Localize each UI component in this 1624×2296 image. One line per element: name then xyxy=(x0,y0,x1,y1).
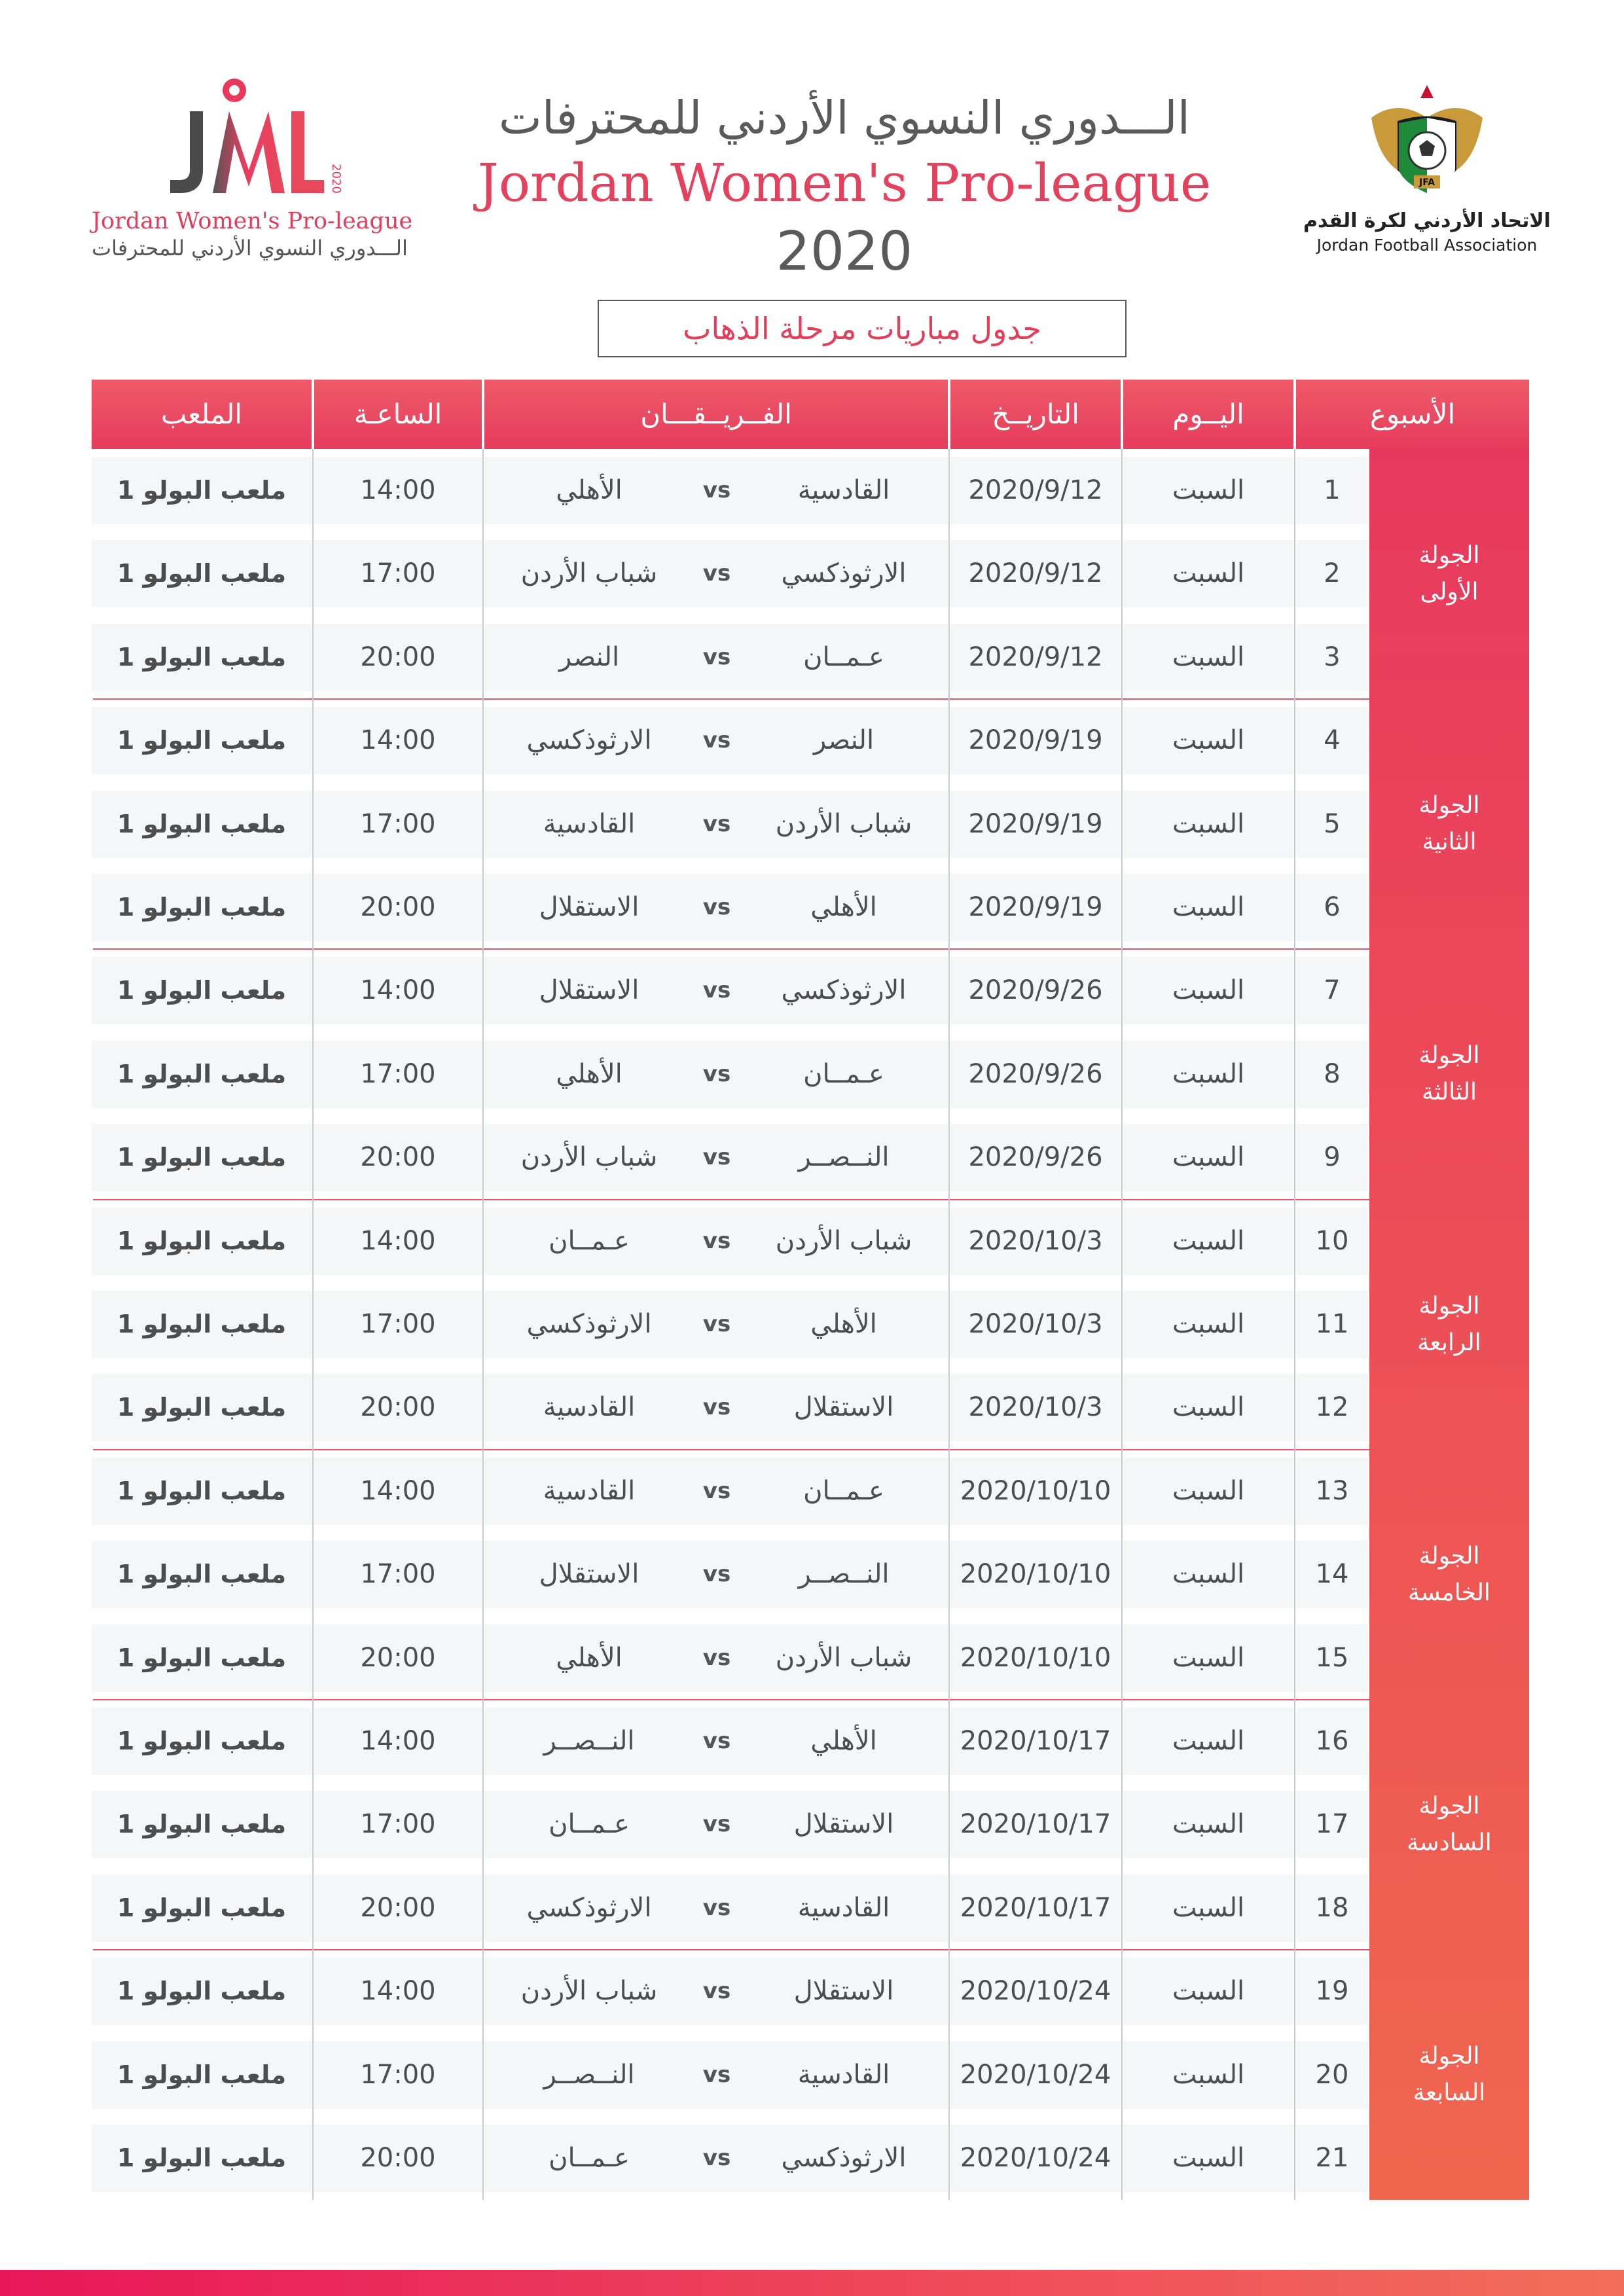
header-teams: الفــريــقـــان xyxy=(484,380,948,449)
match-number-cell: 20 xyxy=(1315,2059,1349,2090)
day-cell: السبت xyxy=(1172,808,1245,839)
home-team-cell: عـمــان xyxy=(803,641,884,672)
home-team-cell: القادسية xyxy=(797,2059,890,2090)
versus-label: vs xyxy=(702,1311,731,1337)
time-cell: 14:00 xyxy=(360,1976,436,2007)
date-cell: 2020/10/17 xyxy=(960,1726,1111,1756)
date-cell: 2020/9/19 xyxy=(968,808,1103,839)
match-number-cell: 3 xyxy=(1324,641,1341,672)
versus-label: vs xyxy=(702,1978,731,2005)
away-team-cell: عـمــان xyxy=(549,1809,630,1840)
league-logo-name-ar: الـــدوري النسوي الأردني للمحترفات xyxy=(92,236,408,260)
date-cell: 2020/10/10 xyxy=(960,1475,1111,1506)
match-number-cell: 11 xyxy=(1315,1309,1349,1339)
away-team-cell: القادسية xyxy=(543,1392,636,1423)
date-cell: 2020/10/3 xyxy=(968,1392,1103,1423)
versus-label: vs xyxy=(702,977,731,1004)
round-label-line: السابعة xyxy=(1413,2079,1486,2107)
round-label-block xyxy=(1369,1200,1529,1450)
table-row xyxy=(92,1204,1529,1279)
versus-label: vs xyxy=(702,560,731,587)
time-cell: 17:00 xyxy=(360,808,436,839)
venue-cell: ملعب البولو 1 xyxy=(117,1977,287,2006)
date-cell: 2020/10/17 xyxy=(960,1892,1111,1923)
date-cell: 2020/9/12 xyxy=(968,641,1103,672)
away-team-cell: الاستقلال xyxy=(539,1559,640,1590)
schedule-subtitle: جدول مباريات مرحلة الذهاب xyxy=(598,300,1127,357)
column-divider xyxy=(948,449,950,2200)
away-team-cell: النــصــر xyxy=(543,1726,635,1756)
round-label-line: السادسة xyxy=(1407,1829,1492,1857)
day-cell: السبت xyxy=(1172,1142,1245,1173)
day-cell: السبت xyxy=(1172,1225,1245,1256)
home-team-cell: الاستقلال xyxy=(793,1809,894,1840)
day-cell: السبت xyxy=(1172,1392,1245,1423)
versus-label: vs xyxy=(702,1144,731,1171)
round-label xyxy=(1369,1538,1529,1611)
day-cell: السبت xyxy=(1172,475,1245,505)
away-team-cell: الأهلي xyxy=(556,1058,623,1089)
match-number-cell: 18 xyxy=(1315,1892,1349,1923)
date-cell: 2020/9/12 xyxy=(968,475,1103,505)
time-cell: 20:00 xyxy=(360,1892,436,1923)
round-label-line: الجولة xyxy=(1418,1793,1480,1820)
versus-label: vs xyxy=(702,1477,731,1504)
versus-label: vs xyxy=(702,1728,731,1754)
day-cell: السبت xyxy=(1172,892,1245,922)
time-cell: 17:00 xyxy=(360,1559,436,1590)
venue-cell: ملعب البولو 1 xyxy=(117,1893,287,1922)
column-divider xyxy=(312,449,314,2200)
match-number-cell: 4 xyxy=(1324,725,1341,756)
time-cell: 14:00 xyxy=(360,1726,436,1756)
table-row xyxy=(92,1787,1529,1862)
table-row xyxy=(92,1537,1529,1612)
home-team-cell: الاستقلال xyxy=(793,1392,894,1423)
match-number-cell: 10 xyxy=(1315,1225,1349,1256)
match-number-cell: 14 xyxy=(1315,1559,1349,1590)
date-cell: 2020/10/24 xyxy=(960,2143,1111,2173)
away-team-cell: الاستقلال xyxy=(539,892,640,922)
date-cell: 2020/10/3 xyxy=(968,1309,1103,1339)
table-header-row xyxy=(92,380,1529,449)
table-row xyxy=(92,620,1529,695)
time-cell: 17:00 xyxy=(360,558,436,589)
venue-cell: ملعب البولو 1 xyxy=(117,1727,287,1755)
table-row xyxy=(92,703,1529,778)
round-label xyxy=(1369,2038,1529,2111)
venue-cell: ملعب البولو 1 xyxy=(117,1643,287,1672)
home-team-cell: شباب الأردن xyxy=(775,808,912,839)
table-row xyxy=(92,870,1529,945)
home-team-cell: عـمــان xyxy=(803,1058,884,1089)
home-team-cell: شباب الأردن xyxy=(775,1225,912,1256)
home-team-cell: الأهلي xyxy=(810,892,877,922)
table-row xyxy=(92,1287,1529,1362)
table-row xyxy=(92,1120,1529,1195)
time-cell: 17:00 xyxy=(360,2059,436,2090)
round-label-line: الثانية xyxy=(1422,829,1477,856)
table-row xyxy=(92,1704,1529,1779)
fa-logo xyxy=(1303,72,1551,268)
table-row xyxy=(92,1370,1529,1445)
column-divider xyxy=(482,449,484,2200)
away-team-cell: عـمــان xyxy=(549,1225,630,1256)
header-day: اليــوم xyxy=(1123,380,1293,449)
venue-cell: ملعب البولو 1 xyxy=(117,1810,287,1839)
round-label-line: الجولة xyxy=(1418,792,1480,819)
round-divider xyxy=(93,1449,1369,1450)
venue-cell: ملعب البولو 1 xyxy=(117,893,287,922)
versus-label: vs xyxy=(702,2145,731,2171)
time-cell: 17:00 xyxy=(360,1809,436,1840)
round-label-block xyxy=(1369,449,1529,699)
versus-label: vs xyxy=(702,1561,731,1588)
round-label-line: الرابعة xyxy=(1417,1329,1481,1356)
date-cell: 2020/9/26 xyxy=(968,975,1103,1006)
round-divider xyxy=(93,948,1369,950)
table-row xyxy=(92,2037,1529,2113)
match-number-cell: 15 xyxy=(1315,1642,1349,1673)
match-number-cell: 8 xyxy=(1324,1058,1341,1089)
round-label-line: الجولة xyxy=(1418,542,1480,569)
versus-label: vs xyxy=(702,643,731,670)
time-cell: 17:00 xyxy=(360,1058,436,1089)
round-label-block xyxy=(1369,949,1529,1199)
venue-cell: ملعب البولو 1 xyxy=(117,1476,287,1505)
round-label-line: الجولة xyxy=(1418,1292,1480,1319)
time-cell: 17:00 xyxy=(360,1309,436,1339)
round-label xyxy=(1369,537,1529,611)
column-divider xyxy=(1294,449,1295,2200)
round-label-line: الجولة xyxy=(1418,2043,1480,2070)
date-cell: 2020/9/26 xyxy=(968,1058,1103,1089)
day-cell: السبت xyxy=(1172,1726,1245,1756)
day-cell: السبت xyxy=(1172,1976,1245,2007)
match-number-cell: 16 xyxy=(1315,1726,1349,1756)
league-logo-name-en: Jordan Women's Pro-league xyxy=(92,208,413,234)
time-cell: 14:00 xyxy=(360,1225,436,1256)
round-label-block xyxy=(1369,1950,1529,2200)
table-row xyxy=(92,536,1529,611)
match-number-cell: 7 xyxy=(1324,975,1341,1006)
header-week: الأسبوع xyxy=(1296,380,1529,449)
header-date: التاريــخ xyxy=(950,380,1121,449)
day-cell: السبت xyxy=(1172,1475,1245,1506)
round-label-block xyxy=(1369,1450,1529,1700)
home-team-cell: النــصــر xyxy=(798,1559,890,1590)
date-cell: 2020/9/26 xyxy=(968,1142,1103,1173)
table-row xyxy=(92,787,1529,862)
time-cell: 20:00 xyxy=(360,1392,436,1423)
away-team-cell: شباب الأردن xyxy=(520,558,658,589)
away-team-cell: الأهلي xyxy=(556,1642,623,1673)
away-team-cell: القادسية xyxy=(543,1475,636,1506)
venue-cell: ملعب البولو 1 xyxy=(117,976,287,1005)
date-cell: 2020/10/17 xyxy=(960,1809,1111,1840)
round-label-line: الجولة xyxy=(1418,1542,1480,1570)
schedule-table xyxy=(92,380,1529,2200)
column-divider xyxy=(1121,449,1123,2200)
time-cell: 14:00 xyxy=(360,725,436,756)
versus-label: vs xyxy=(702,1894,731,1921)
venue-cell: ملعب البولو 1 xyxy=(117,1560,287,1589)
away-team-cell: الارثوذكسي xyxy=(526,1309,652,1339)
venue-cell: ملعب البولو 1 xyxy=(117,2060,287,2089)
round-label-line: الأولى xyxy=(1420,579,1479,606)
day-cell: السبت xyxy=(1172,1058,1245,1089)
away-team-cell: الأهلي xyxy=(556,475,623,505)
round-label-block xyxy=(1369,1700,1529,1950)
round-divider xyxy=(93,1949,1369,1950)
jwl-logo-icon xyxy=(151,72,347,203)
versus-label: vs xyxy=(702,810,731,837)
home-team-cell: الاستقلال xyxy=(793,1976,894,2007)
away-team-cell: القادسية xyxy=(543,808,636,839)
away-team-cell: شباب الأردن xyxy=(520,1142,658,1173)
fa-name-arabic: الاتحاد الأردني لكرة القدم xyxy=(1303,209,1551,232)
table-body xyxy=(92,449,1529,2200)
title-year: 2020 xyxy=(776,221,913,283)
page-title xyxy=(458,85,1231,288)
match-number-cell: 13 xyxy=(1315,1475,1349,1506)
day-cell: السبت xyxy=(1172,1892,1245,1923)
time-cell: 14:00 xyxy=(360,1475,436,1506)
table-row xyxy=(92,1954,1529,2029)
day-cell: السبت xyxy=(1172,641,1245,672)
match-number-cell: 6 xyxy=(1324,892,1341,922)
day-cell: السبت xyxy=(1172,1642,1245,1673)
match-number-cell: 9 xyxy=(1324,1142,1341,1173)
footer-bar xyxy=(0,2270,1624,2296)
home-team-cell: عـمــان xyxy=(803,1475,884,1506)
match-number-cell: 17 xyxy=(1315,1809,1349,1840)
away-team-cell: النصر xyxy=(558,641,620,672)
time-cell: 14:00 xyxy=(360,975,436,1006)
time-cell: 14:00 xyxy=(360,475,436,505)
match-number-cell: 12 xyxy=(1315,1392,1349,1423)
time-cell: 20:00 xyxy=(360,2143,436,2173)
venue-cell: ملعب البولو 1 xyxy=(117,809,287,838)
fa-name-english: Jordan Football Association xyxy=(1316,236,1538,255)
away-team-cell: الارثوذكسي xyxy=(526,725,652,756)
match-number-cell: 5 xyxy=(1324,808,1341,839)
header-time: الساعـة xyxy=(314,380,482,449)
time-cell: 20:00 xyxy=(360,892,436,922)
match-number-cell: 1 xyxy=(1324,475,1341,505)
home-team-cell: الارثوذكسي xyxy=(781,558,907,589)
match-number-cell: 19 xyxy=(1315,1976,1349,2007)
venue-cell: ملعب البولو 1 xyxy=(117,642,287,672)
title-english: Jordan Women's Pro-league xyxy=(477,152,1212,213)
home-team-cell: النــصــر xyxy=(798,1142,890,1173)
home-team-cell: النصر xyxy=(813,725,875,756)
fa-badge-text: JFA xyxy=(1418,177,1435,188)
table-row xyxy=(92,1454,1529,1529)
round-divider xyxy=(93,698,1369,700)
table-row xyxy=(92,1871,1529,1946)
home-team-cell: الأهلي xyxy=(810,1309,877,1339)
table-row xyxy=(92,453,1529,528)
date-cell: 2020/10/24 xyxy=(960,1976,1111,2007)
day-cell: السبت xyxy=(1172,725,1245,756)
venue-cell: ملعب البولو 1 xyxy=(117,559,287,588)
home-team-cell: القادسية xyxy=(797,1892,890,1923)
home-team-cell: القادسية xyxy=(797,475,890,505)
venue-cell: ملعب البولو 1 xyxy=(117,1059,287,1088)
venue-cell: ملعب البولو 1 xyxy=(117,2144,287,2172)
date-cell: 2020/10/10 xyxy=(960,1642,1111,1673)
round-label xyxy=(1369,1037,1529,1111)
round-label-block xyxy=(1369,699,1529,949)
logo-year-badge: 2020 xyxy=(329,164,343,194)
versus-label: vs xyxy=(702,477,731,503)
jfa-eagle-crest-icon xyxy=(1358,72,1496,209)
round-label xyxy=(1369,1788,1529,1861)
home-team-cell: الارثوذكسي xyxy=(781,975,907,1006)
table-row xyxy=(92,2121,1529,2196)
time-cell: 20:00 xyxy=(360,641,436,672)
versus-label: vs xyxy=(702,1394,731,1421)
table-row xyxy=(92,1037,1529,1112)
versus-label: vs xyxy=(702,1060,731,1087)
day-cell: السبت xyxy=(1172,1809,1245,1840)
round-label-line: الخامسة xyxy=(1408,1579,1490,1606)
date-cell: 2020/9/19 xyxy=(968,725,1103,756)
versus-label: vs xyxy=(702,2061,731,2088)
time-cell: 20:00 xyxy=(360,1642,436,1673)
round-label-line: الجولة xyxy=(1418,1042,1480,1069)
away-team-cell: شباب الأردن xyxy=(520,1976,658,2007)
round-divider xyxy=(93,1699,1369,1700)
day-cell: السبت xyxy=(1172,2143,1245,2173)
home-team-cell: الارثوذكسي xyxy=(781,2143,907,2173)
venue-cell: ملعب البولو 1 xyxy=(117,476,287,505)
date-cell: 2020/10/3 xyxy=(968,1225,1103,1256)
date-cell: 2020/9/12 xyxy=(968,558,1103,589)
round-label xyxy=(1369,787,1529,861)
date-cell: 2020/10/24 xyxy=(960,2059,1111,2090)
venue-cell: ملعب البولو 1 xyxy=(117,1226,287,1255)
header-venue: الملعب xyxy=(92,380,312,449)
day-cell: السبت xyxy=(1172,975,1245,1006)
away-team-cell: الارثوذكسي xyxy=(526,1892,652,1923)
round-label-line: الثالثة xyxy=(1422,1079,1477,1106)
match-number-cell: 21 xyxy=(1315,2143,1349,2173)
versus-label: vs xyxy=(702,1644,731,1671)
round-label xyxy=(1369,1288,1529,1361)
date-cell: 2020/9/19 xyxy=(968,892,1103,922)
versus-label: vs xyxy=(702,1811,731,1838)
away-team-cell: عـمــان xyxy=(549,2143,630,2173)
away-team-cell: النــصــر xyxy=(543,2059,635,2090)
versus-label: vs xyxy=(702,727,731,754)
day-cell: السبت xyxy=(1172,1559,1245,1590)
day-cell: السبت xyxy=(1172,2059,1245,2090)
time-cell: 20:00 xyxy=(360,1142,436,1173)
venue-cell: ملعب البولو 1 xyxy=(117,1393,287,1422)
day-cell: السبت xyxy=(1172,558,1245,589)
away-team-cell: الاستقلال xyxy=(539,975,640,1006)
venue-cell: ملعب البولو 1 xyxy=(117,726,287,755)
table-row xyxy=(92,953,1529,1028)
table-row xyxy=(92,1621,1529,1696)
versus-label: vs xyxy=(702,894,731,920)
versus-label: vs xyxy=(702,1227,731,1254)
venue-cell: ملعب البولو 1 xyxy=(117,1310,287,1338)
match-number-cell: 2 xyxy=(1324,558,1341,589)
league-logo xyxy=(92,72,413,268)
title-arabic: الـــدوري النسوي الأردني للمحترفات xyxy=(498,91,1191,145)
home-team-cell: شباب الأردن xyxy=(775,1642,912,1673)
home-team-cell: الأهلي xyxy=(810,1726,877,1756)
round-divider xyxy=(93,1199,1369,1200)
day-cell: السبت xyxy=(1172,1309,1245,1339)
venue-cell: ملعب البولو 1 xyxy=(117,1143,287,1172)
date-cell: 2020/10/10 xyxy=(960,1559,1111,1590)
